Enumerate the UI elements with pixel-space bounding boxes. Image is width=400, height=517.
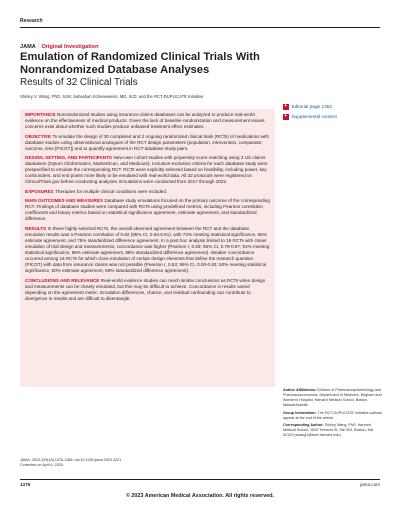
author-list: Shirley V. Wang, PhD, ScM; Sebastian Schneeweiss, MD, ScD; and the RCT-DUPLICATE Initiative — [20, 94, 204, 99]
article-subtitle: Results of 32 Clinical Trials — [20, 77, 138, 88]
editorial-link[interactable]: + Editorial page 1352 — [284, 103, 332, 110]
abstract-exposures: EXPOSURES Therapies for multiple clinical conditions were included. — [25, 188, 168, 194]
abstract-outcomes: MAIN OUTCOMES AND MEASURES Database study emulations focused on the primary outcome of the corresponding RCT. Findings of database studies were compared with RCTs using predefined metrics, including Pearson correlation coefficients and binary metrics based on statistical significance agreement, estimate agreement, and standardized difference. — [25, 198, 270, 222]
affiliation-entry: Author Affiliations: Division of Pharmacoepidemiology and Pharmacoeconomics, Department of Medicine, Brigham and Women's Hospital, Harvard Medical School, Boston, Massachusetts. — [283, 388, 382, 407]
site-link[interactable]: jama.com — [360, 482, 380, 487]
author-affiliations — [283, 388, 383, 441]
group-information: Group Information: The RCT-DUPLICATE Initiative authors appear at the end of the article. — [283, 410, 382, 420]
abstract-conclusions: CONCLUSIONS AND RELEVANCE Real-world evidence studies can reach similar conclusions as RCTs when design and measurements can be closely emulated, but this may be difficult to achieve. Concordance in results varied depending on the agreement metric. Emulation differences, chance, and residual confounding can contribute to divergence in results and are difficult to disentangle. — [25, 277, 266, 301]
bottom-rule — [20, 479, 380, 480]
citation-text: JAMA. 2023;329(16):1376-1385. doi:10.1001/jama.2023.4221 — [20, 458, 122, 462]
separator: | — [37, 44, 40, 50]
top-rule — [20, 27, 380, 28]
abstract-importance: IMPORTANCE Nonrandomized studies using insurance claims databases can be analyzed to produce real-world evidence on the effectiveness of medical products. Given the lack of baseline randomization and measurement issues, concerns exist about whether such studies produce unbiased treatment effect estimates. — [25, 112, 266, 129]
journal-name: JAMA — [20, 44, 36, 50]
correction-note: Corrected on April 9, 2024. — [20, 462, 64, 467]
abstract-objective: OBJECTIVE To emulate the design of 30 completed and 2 ongoing randomized clinical trials (RCTs) of medications with database studies using observational analogues of the RCT design parameters (population, intervention, comparator, outcome, time [PICOT]) and to quantify agreement in RCT-database study pairs. — [25, 133, 270, 151]
article-title: Emulation of Randomized Clinical Trials With Nonrandomized Database Analyses — [20, 51, 260, 76]
plus-icon: + — [284, 113, 288, 119]
corresponding-author: Corresponding Author: Shirley Wang, PhD, Harvard Medical School, 1620 Tremont St, Ste 303, Boston, MA 02120 (swang1@bwh.harvard.edu). — [283, 423, 373, 438]
supplemental-link[interactable]: + Supplemental content — [284, 113, 337, 120]
citation-block — [20, 458, 121, 468]
article-type: Original Investigation — [41, 44, 99, 50]
section-label: Research — [20, 18, 43, 24]
journal-line — [20, 44, 99, 50]
abstract-design: DESIGN, SETTING, AND PARTICIPANTS New-user cohort studies with propensity score matching using 3 US claims databases (Optum Clinformatics, MarketScan, and Medicare). Inclusion-exclusion criteria for each database study were prespecified to emulate the corresponding RCT. RCTs were explicitly selected based on feasibility, including power, key confounders, and end points more likely to be emulated with real-world data. All 32 protocols were registered on ClinicalTrials.gov before conducting analyses. Emulations were conducted from 2017 through 2022. — [25, 155, 268, 185]
page-number: 1376 — [20, 482, 31, 487]
abstract-box — [20, 109, 275, 387]
plus-icon: + — [284, 103, 288, 109]
abstract-results: RESULTS In these highly selected RCTs, the overall observed agreement between the RCT and the database emulation results was a Pearson correlation of 0.82 (95% CI, 0.64-0.91), with 72% meeting statistical significance, 66% estimate agreement, and 75% standardized difference agreement. In a post hoc analysis limited to 16 RCTs with closer emulation of trial design and measurements, concordance was higher (Pearson r, 0.93; 95% CI, 0.79-0.97; 94% meeting statistical significance, 88% estimate agreement, 88% standardized difference agreement). Weaker concordance occurred among 16 RCTs for which close emulation of certain design elements that define the research question (PICOT) with data from insurance claims was not possible (Pearson r, 0.53; 95% CI, 0.00-0.83; 50% meeting statistical significance, 50% estimate agreement, 69% standardized difference agreement). — [25, 225, 270, 273]
copyright-notice: © 2023 American Medical Association. All rights reserved. — [125, 493, 275, 499]
